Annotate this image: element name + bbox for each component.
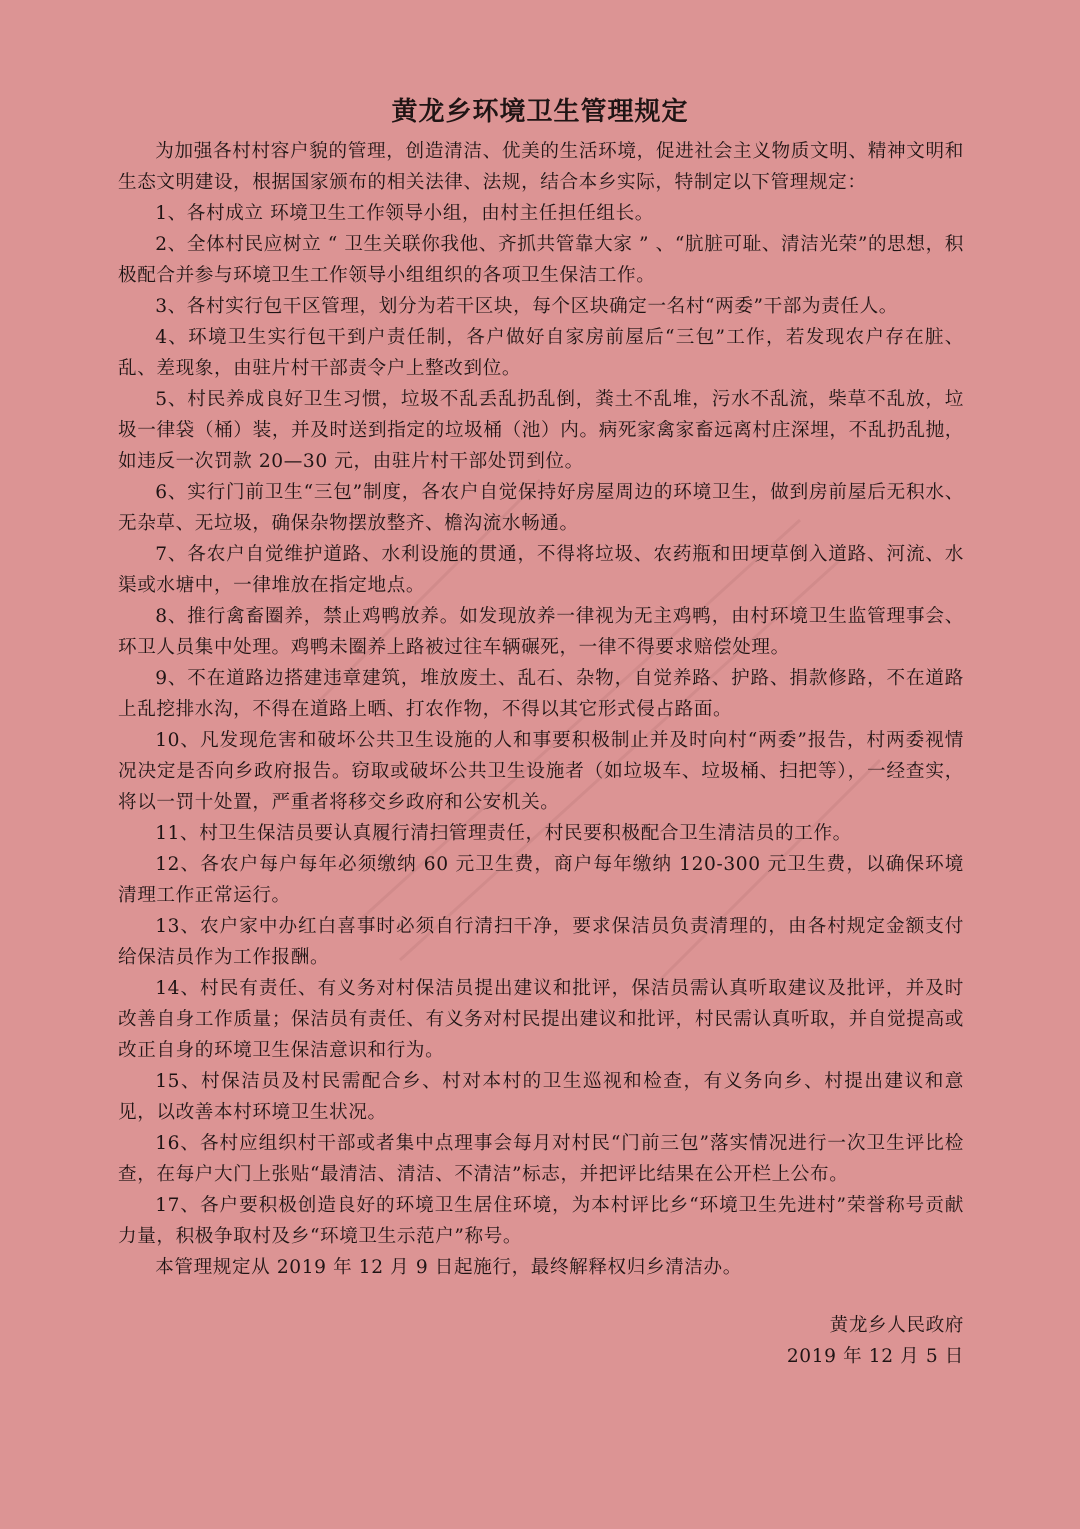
- article-4: 4、环境卫生实行包干到户责任制，各户做好自家房前屋后“三包”工作，若发现农户存在脏、乱、差现象，由驻片村干部责令户上整改到位。: [118, 327, 964, 379]
- article-3: 3、各村实行包干区管理，划分为若干区块，每个区块确定一名村“两委”干部为责任人。: [155, 296, 898, 317]
- effective-date-paragraph: 本管理规定从 2019 年 12 月 9 日起施行，最终解释权归乡清洁办。: [155, 1257, 742, 1278]
- intro-paragraph: 为加强各村村容户貌的管理，创造清洁、优美的生活环境，促进社会主义物质文明、精神文明和生态文明建设，根据国家颁布的相关法律、法规，结合本乡实际，特制定以下管理规定：: [118, 141, 964, 193]
- document-body: [118, 136, 964, 1283]
- article-12: 12、各农户每户每年必须缴纳 60 元卫生费，商户每年缴纳 120-300 元卫生费，以确保环境清理工作正常运行。: [118, 854, 964, 906]
- article-13: 13、农户家中办红白喜事时必须自行清扫干净，要求保洁员负责清理的，由各村规定金额支付给保洁员作为工作报酬。: [118, 916, 964, 968]
- document-title: 黄龙乡环境卫生管理规定: [391, 97, 689, 127]
- issuer-name: 黄龙乡人民政府: [829, 1315, 964, 1336]
- article-2: 2、全体村民应树立 “ 卫生关联你我他、齐抓共管靠大家 ” 、“肮脏可耻、清洁光荣”的思想，积极配合并参与环境卫生工作领导小组组织的各项卫生保洁工作。: [118, 234, 964, 286]
- issue-date: 2019 年 12 月 5 日: [786, 1346, 964, 1367]
- article-8: 8、推行禽畜圈养，禁止鸡鸭放养。如发现放养一律视为无主鸡鸭，由村环境卫生监管理事会、环卫人员集中处理。鸡鸭未圈养上路被过往车辆碾死，一律不得要求赔偿处理。: [118, 606, 964, 658]
- article-7: 7、各农户自觉维护道路、水利设施的贯通，不得将垃圾、农药瓶和田埂草倒入道路、河流、水渠或水塘中，一律堆放在指定地点。: [118, 544, 964, 596]
- article-6: 6、实行门前卫生“三包”制度，各农户自觉保持好房屋周边的环境卫生，做到房前屋后无积水、无杂草、无垃圾，确保杂物摆放整齐、檐沟流水畅通。: [118, 482, 964, 534]
- article-10: 10、凡发现危害和破坏公共卫生设施的人和事要积极制止并及时向村“两委”报告，村两委视情况决定是否向乡政府报告。窃取或破坏公共卫生设施者（如垃圾车、垃圾桶、扫把等），一经查实，将以一罚十处置，严重者将移交乡政府和公安机关。: [118, 730, 964, 813]
- article-16: 16、各村应组织村干部或者集中点理事会每月对村民“门前三包”落实情况进行一次卫生评比检查，在每户大门上张贴“最清洁、清洁、不清洁”标志，并把评比结果在公开栏上公布。: [118, 1133, 964, 1185]
- signature-block: [787, 1310, 964, 1372]
- article-14: 14、村民有责任、有义务对村保洁员提出建议和批评，保洁员需认真听取建议及批评，并及时改善自身工作质量；保洁员有责任、有义务对村民提出建议和批评，村民需认真听取，并自觉提高或改正自身的环境卫生保洁意识和行为。: [118, 978, 964, 1061]
- article-1: 1、各村成立 环境卫生工作领导小组，由村主任担任组长。: [155, 203, 654, 224]
- article-17: 17、各户要积极创造良好的环境卫生居住环境，为本村评比乡“环境卫生先进村”荣誉称号贡献力量，积极争取村及乡“环境卫生示范户”称号。: [118, 1195, 964, 1247]
- article-9: 9、不在道路边搭建违章建筑，堆放废土、乱石、杂物，自觉养路、护路、捐款修路，不在道路上乱挖排水沟，不得在道路上晒、打农作物，不得以其它形式侵占路面。: [118, 668, 964, 720]
- article-11: 11、村卫生保洁员要认真履行清扫管理责任，村民要积极配合卫生清洁员的工作。: [155, 823, 852, 844]
- article-5: 5、村民养成良好卫生习惯，垃圾不乱丢乱扔乱倒，粪土不乱堆，污水不乱流，柴草不乱放，垃圾一律袋（桶）装，并及时送到指定的垃圾桶（池）内。病死家禽家畜远离村庄深埋，不乱扔乱抛，如违反一次罚款 20—30 元，由驻片村干部处罚到位。: [118, 389, 964, 472]
- article-15: 15、村保洁员及村民需配合乡、村对本村的卫生巡视和检查，有义务向乡、村提出建议和意见，以改善本村环境卫生状况。: [118, 1071, 964, 1123]
